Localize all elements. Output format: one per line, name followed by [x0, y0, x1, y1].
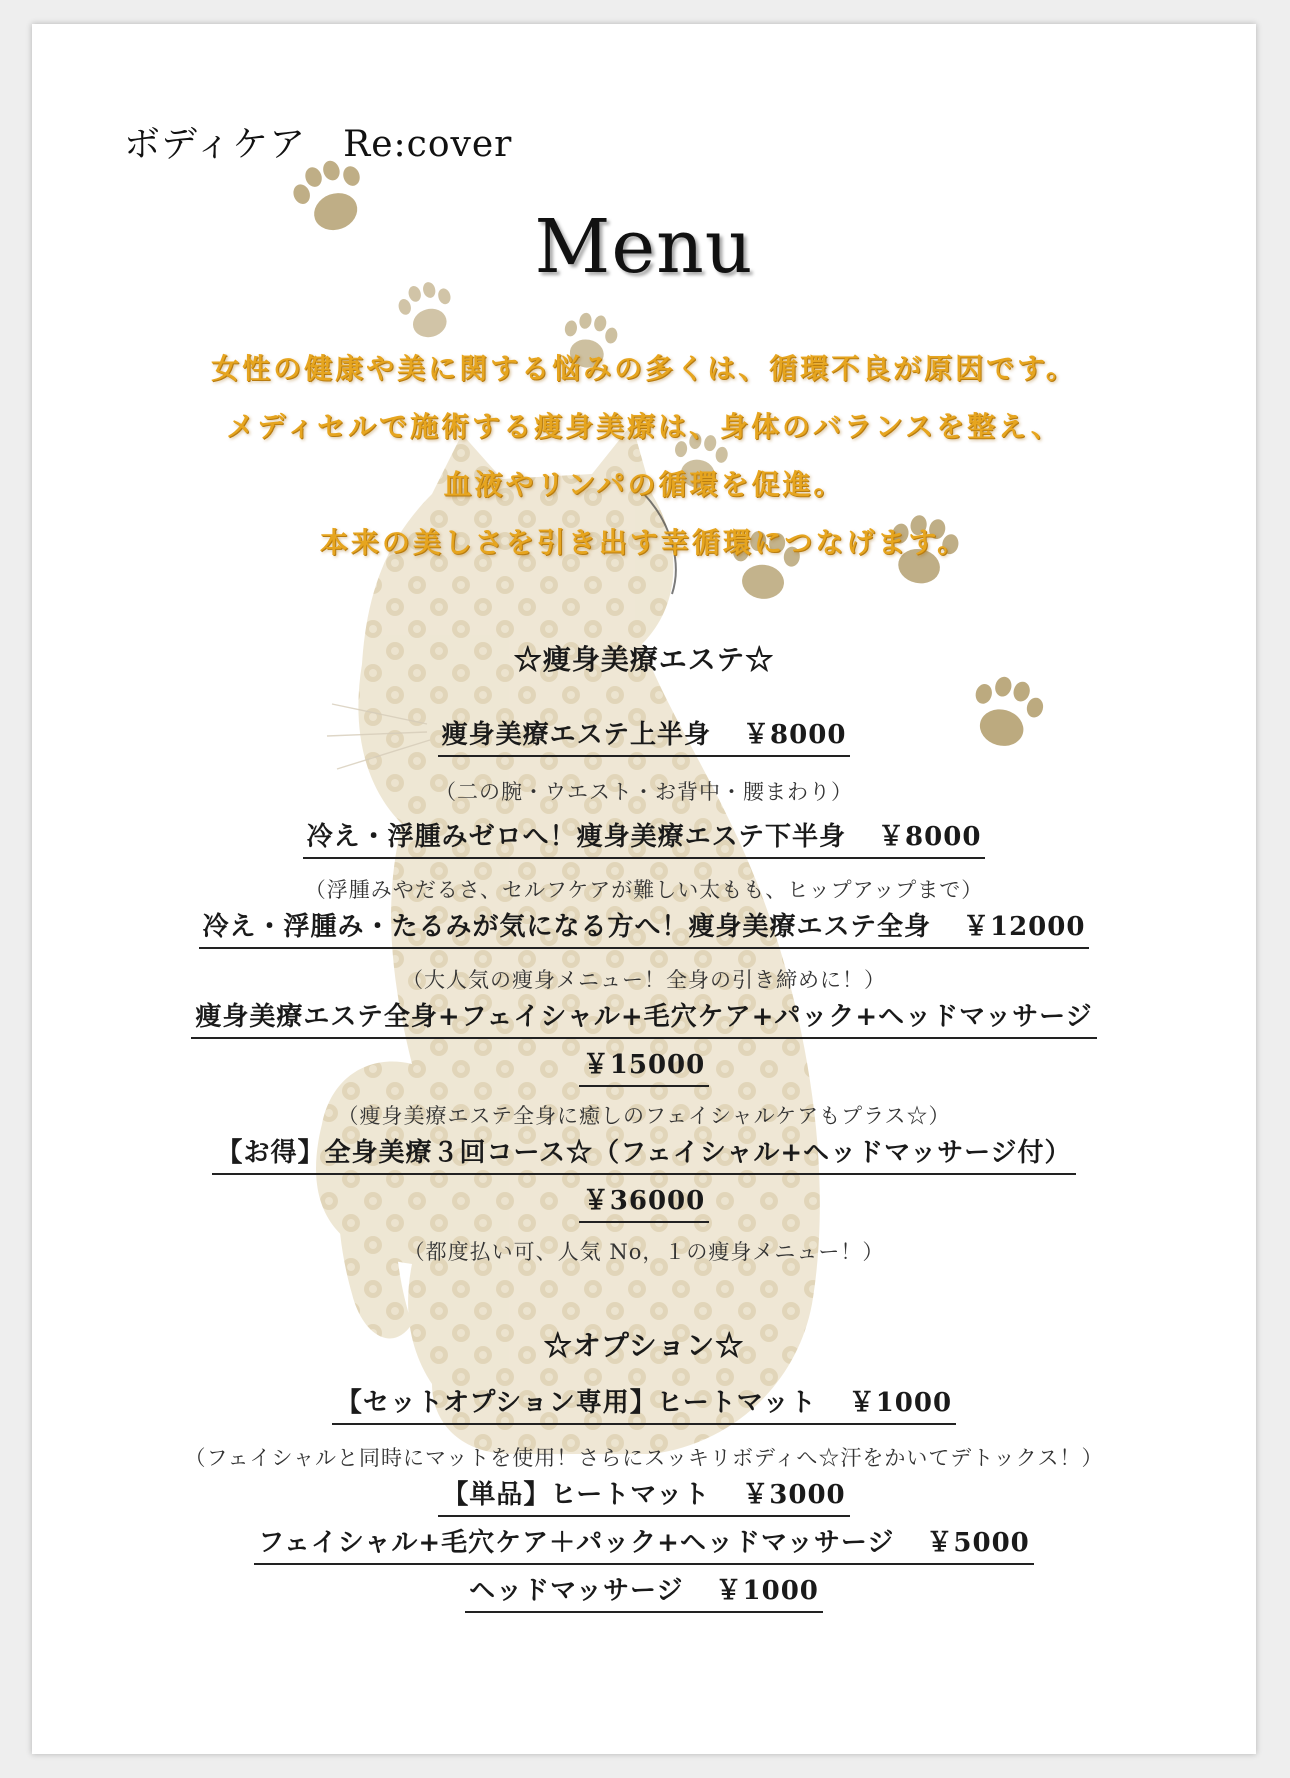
item-name: 冷え・浮腫み・たるみが気になる方へ！痩身美療エステ全身: [202, 912, 931, 942]
menu-item-note: [32, 1236, 1256, 1266]
menu-item-heat-mat-set: [32, 1382, 1256, 1425]
menu-item-heat-mat-single: [32, 1474, 1256, 1517]
intro-line: 本来の美しさを引き出す幸循環につなげます。: [319, 526, 969, 559]
section-heading-slimming: ☆痩身美療エステ☆: [513, 643, 775, 676]
menu-content: [32, 24, 1256, 1754]
intro-line: 女性の健康や美に関する悩みの多くは、循環不良が原因です。: [211, 352, 1077, 385]
item-name: 痩身美療エステ上半身: [441, 720, 712, 750]
item-note: （痩身美療エステ全身に癒しのフェイシャルケアもプラス☆）: [337, 1104, 951, 1128]
menu-item-note: [32, 776, 1256, 806]
menu-item-full-set: [32, 996, 1256, 1039]
menu-page: [32, 24, 1256, 1754]
menu-item-lower-body: [32, 816, 1256, 859]
item-name: ヘッドマッサージ: [469, 1576, 684, 1606]
item-note: （都度払い可、人気 No，１の痩身メニュー！）: [403, 1240, 885, 1264]
item-price: ￥8000: [878, 822, 982, 852]
menu-item-head-massage: [32, 1570, 1256, 1613]
menu-title: Menu: [534, 204, 754, 290]
item-price: ￥36000: [579, 1180, 709, 1223]
item-note: （浮腫みやだるさ、セルフケアが難しい太もも、ヒップアップまで）: [304, 878, 984, 902]
intro-line: メディセルで施術する痩身美療は、身体のバランスを整え、: [226, 410, 1062, 443]
item-price: ￥15000: [579, 1044, 709, 1087]
menu-item-note: [32, 964, 1256, 994]
item-price: ￥1000: [715, 1576, 819, 1606]
item-note: （大人気の痩身メニュー！全身の引き締めに！）: [402, 968, 886, 992]
menu-item-price-row: [32, 1180, 1256, 1223]
item-note: （フェイシャルと同時にマットを使用！さらにスッキリボディへ☆汗をかいてデトックス！）: [184, 1446, 1104, 1470]
item-name: 【セットオプション専用】ヒートマット: [335, 1388, 817, 1418]
menu-item-note: [32, 1442, 1256, 1472]
item-price: ￥12000: [963, 912, 1086, 942]
intro-text: [32, 340, 1256, 572]
item-name: 痩身美療エステ全身+フェイシャル+毛穴ケア+パック+ヘッドマッサージ: [191, 996, 1096, 1039]
intro-line: 血液やリンパの循環を促進。: [443, 468, 845, 501]
item-price: ￥8000: [743, 720, 847, 750]
item-price: ￥5000: [926, 1528, 1030, 1558]
menu-item-price-row: [32, 1044, 1256, 1087]
menu-item-note: [32, 1100, 1256, 1130]
menu-item-upper-body: [32, 714, 1256, 757]
menu-item-full-body: [32, 906, 1256, 949]
menu-item-note: [32, 874, 1256, 904]
item-name: フェイシャル+毛穴ケア＋パック+ヘッドマッサージ: [258, 1528, 895, 1558]
item-name: 冷え・浮腫みゼロへ！痩身美療エステ下半身: [306, 822, 847, 852]
menu-item-course: [32, 1132, 1256, 1175]
menu-item-facial-option: [32, 1522, 1256, 1565]
item-name: 【単品】ヒートマット: [442, 1480, 711, 1510]
section-heading-options: ☆オプション☆: [543, 1329, 745, 1362]
item-price: ￥3000: [742, 1480, 846, 1510]
item-price: ￥1000: [848, 1388, 953, 1418]
item-name: 【お得】全身美療３回コース☆（フェイシャル+ヘッドマッサージ付）: [212, 1132, 1075, 1175]
shop-name: ボディケア Re:cover: [124, 124, 513, 165]
item-note: （二の腕・ウエスト・お背中・腰まわり）: [435, 780, 853, 804]
